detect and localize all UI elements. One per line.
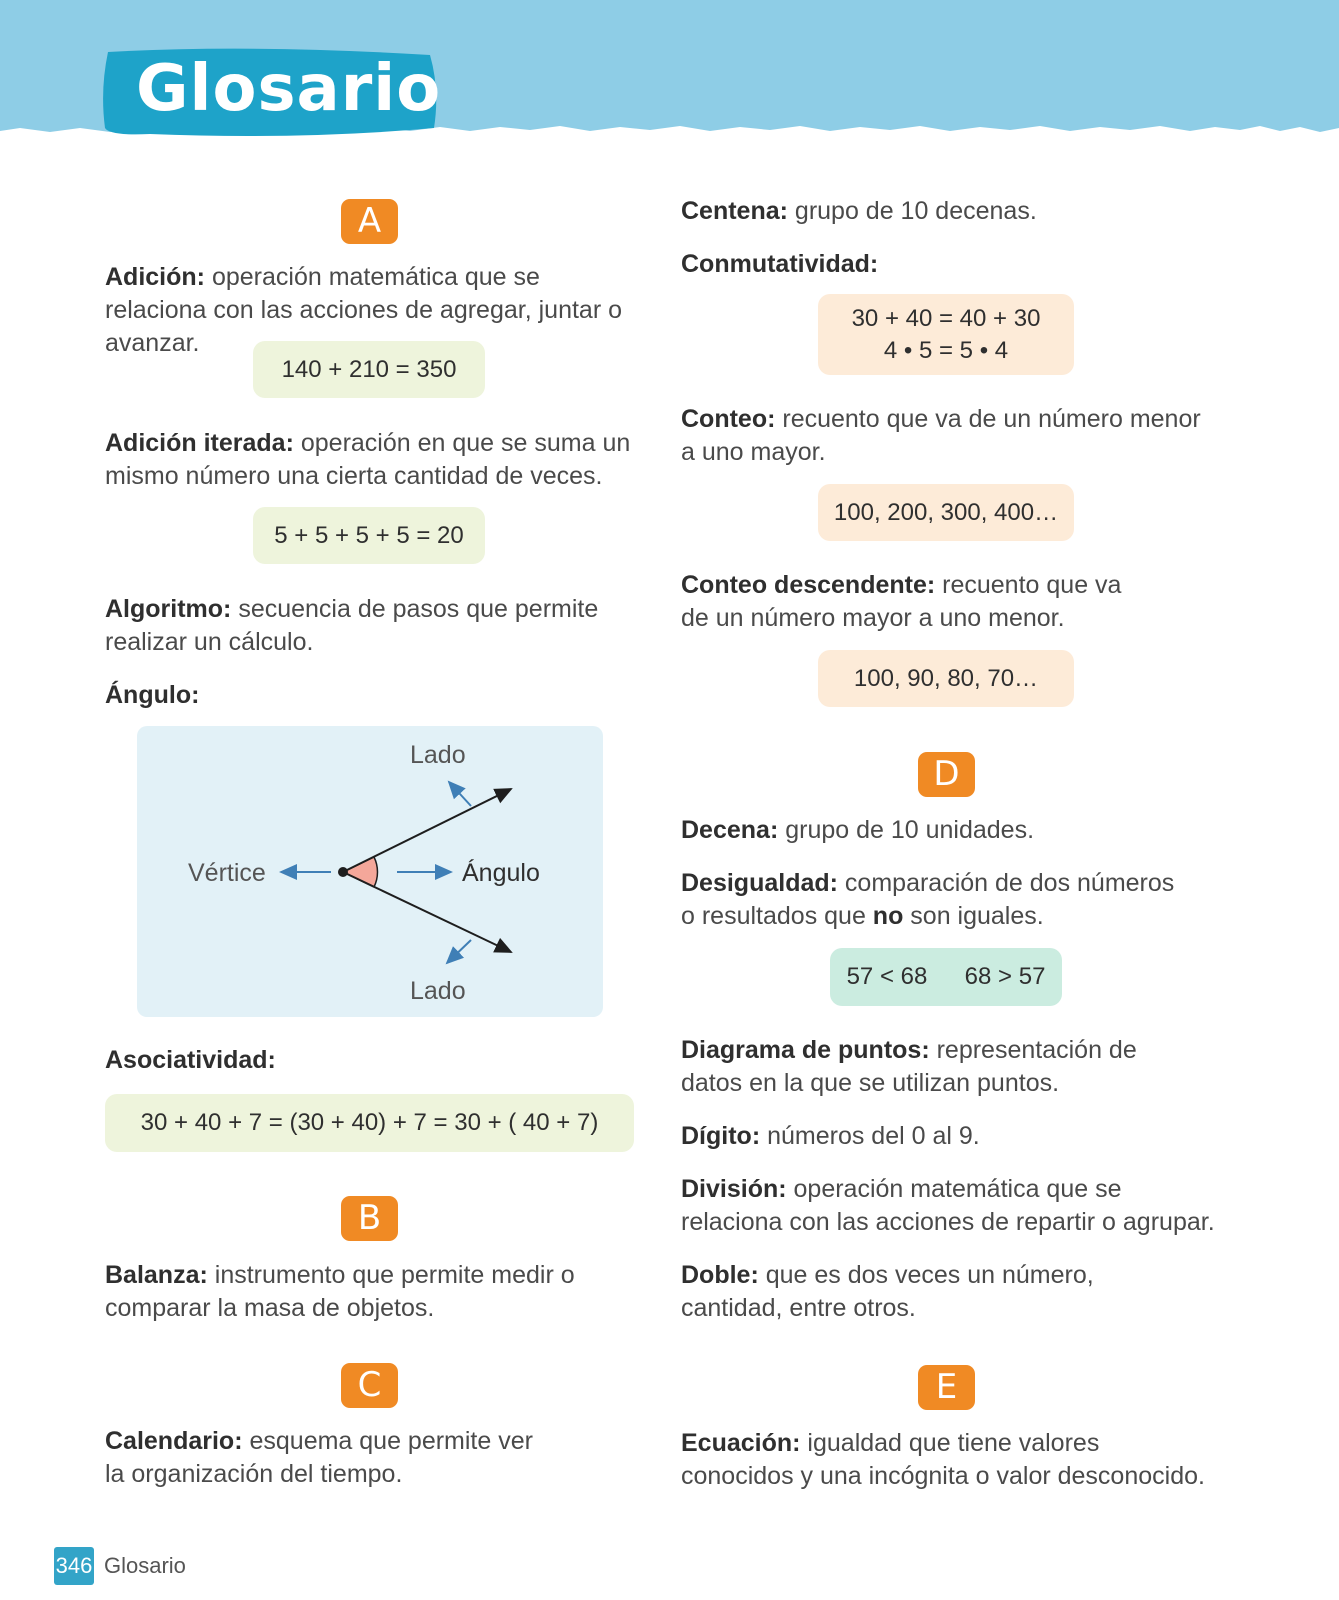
term-desigualdad: Desigualdad: (681, 869, 838, 897)
term-digito: Dígito: (681, 1122, 761, 1150)
letter-a-badge: A (341, 199, 398, 244)
def-division: operación matemática que se relaciona con las acciones de repartir o agrupar. (681, 1175, 1215, 1236)
def-adicion: operación matemática que se relaciona con las acciones de agregar, juntar o avanzar. (105, 263, 622, 357)
label-lado-bottom: Lado (410, 977, 466, 1005)
example-adicion: 140 + 210 = 350 (253, 341, 485, 398)
entry-doble (681, 1259, 1201, 1325)
entry-centena (681, 195, 1221, 228)
entry-conteo (681, 403, 1211, 469)
example-adicion-iterada: 5 + 5 + 5 + 5 = 20 (253, 507, 485, 564)
term-doble: Doble: (681, 1261, 759, 1289)
def-balanza: instrumento que permite medir o comparar la masa de objetos. (105, 1261, 575, 1322)
pointer-lado-top (449, 782, 471, 806)
entry-diagrama-puntos (681, 1034, 1201, 1100)
term-diagrama-puntos: Diagrama de puntos: (681, 1036, 930, 1064)
term-conmutatividad: Conmutatividad: (681, 250, 879, 278)
pointer-lado-bottom (447, 940, 471, 963)
entry-balanza (105, 1259, 575, 1325)
example-desigualdad-1: 57 < 68 (846, 963, 928, 990)
term-conteo-descendente: Conteo descendente: (681, 571, 936, 599)
letter-e-badge: E (918, 1365, 975, 1410)
angle-diagram (137, 726, 603, 1017)
def-centena: grupo de 10 decenas. (787, 197, 1037, 225)
term-calendario: Calendario: (105, 1427, 243, 1455)
term-centena: Centena: (681, 197, 788, 225)
entry-algoritmo (105, 593, 605, 659)
entry-angulo (105, 679, 199, 712)
example-desigualdad-2: 68 > 57 (964, 963, 1046, 990)
footer-section-label: Glosario (104, 1553, 186, 1578)
example-conteo-descendente: 100, 90, 80, 70… (818, 650, 1074, 707)
example-conmutatividad-1: 30 + 40 = 40 + 30 (851, 305, 1041, 332)
angle-diagram-svg (137, 726, 603, 1017)
example-desigualdad (830, 948, 1062, 1006)
def-diagrama-puntos: representación de datos en la que se utilizan puntos. (681, 1036, 1137, 1097)
def-desigualdad-emph: no (872, 902, 904, 930)
page-number: 346 (54, 1547, 94, 1585)
entry-desigualdad (681, 867, 1181, 933)
def-digito: números del 0 al 9. (760, 1122, 980, 1150)
entry-decena (681, 814, 1221, 847)
letter-c-badge: C (341, 1363, 398, 1408)
def-adicion-iterada: operación en que se suma un mismo número una cierta cantidad de veces. (105, 429, 631, 490)
def-doble: que es dos veces un número, cantidad, entre otros. (681, 1261, 1094, 1322)
entry-calendario (105, 1425, 545, 1491)
angle-arc-fill (343, 857, 377, 887)
entry-asociatividad (105, 1044, 276, 1077)
term-algoritmo: Algoritmo: (105, 595, 232, 623)
term-division: División: (681, 1175, 787, 1203)
entry-conteo-descendente (681, 569, 1131, 635)
page-title: Glosario (136, 52, 442, 126)
entry-adicion-iterada (105, 427, 635, 493)
def-decena: grupo de 10 unidades. (778, 816, 1035, 844)
label-vertice: Vértice (188, 859, 266, 887)
term-conteo: Conteo: (681, 405, 776, 433)
example-conmutatividad (818, 294, 1074, 375)
vertex-point (338, 867, 348, 877)
def-ecuacion: igualdad que tiene valores conocidos y una incógnita o valor desconocido. (681, 1429, 1205, 1490)
entry-ecuacion (681, 1427, 1211, 1493)
label-angulo: Ángulo (462, 859, 540, 887)
entry-digito (681, 1120, 1221, 1153)
letter-b-badge: B (341, 1196, 398, 1241)
term-adicion-iterada: Adición iterada: (105, 429, 294, 457)
def-calendario: esquema que permite ver la organización del tiempo. (105, 1427, 533, 1488)
term-balanza: Balanza: (105, 1261, 208, 1289)
example-asociatividad: 30 + 40 + 7 = (30 + 40) + 7 = 30 + ( 40 + 7) (105, 1094, 634, 1152)
entry-division (681, 1173, 1226, 1239)
def-desigualdad-1: comparación de dos números o resultados que (681, 869, 1175, 930)
label-lado-top: Lado (410, 741, 466, 769)
letter-d-badge: D (918, 752, 975, 797)
term-asociatividad: Asociatividad: (105, 1046, 276, 1074)
def-desigualdad-2: son iguales. (903, 902, 1044, 930)
entry-conmutatividad (681, 248, 878, 281)
def-conteo: recuento que va de un número menor a uno mayor. (681, 405, 1201, 466)
term-decena: Decena: (681, 816, 779, 844)
def-algoritmo: secuencia de pasos que permite realizar un cálculo. (105, 595, 599, 656)
term-adicion: Adición: (105, 263, 205, 291)
term-angulo: Ángulo: (105, 681, 200, 709)
term-ecuacion: Ecuación: (681, 1429, 801, 1457)
def-conteo-descendente: recuento que va de un número mayor a uno menor. (681, 571, 1122, 632)
example-conmutatividad-2: 4 • 5 = 5 • 4 (883, 337, 1009, 364)
example-conteo: 100, 200, 300, 400… (818, 484, 1074, 541)
